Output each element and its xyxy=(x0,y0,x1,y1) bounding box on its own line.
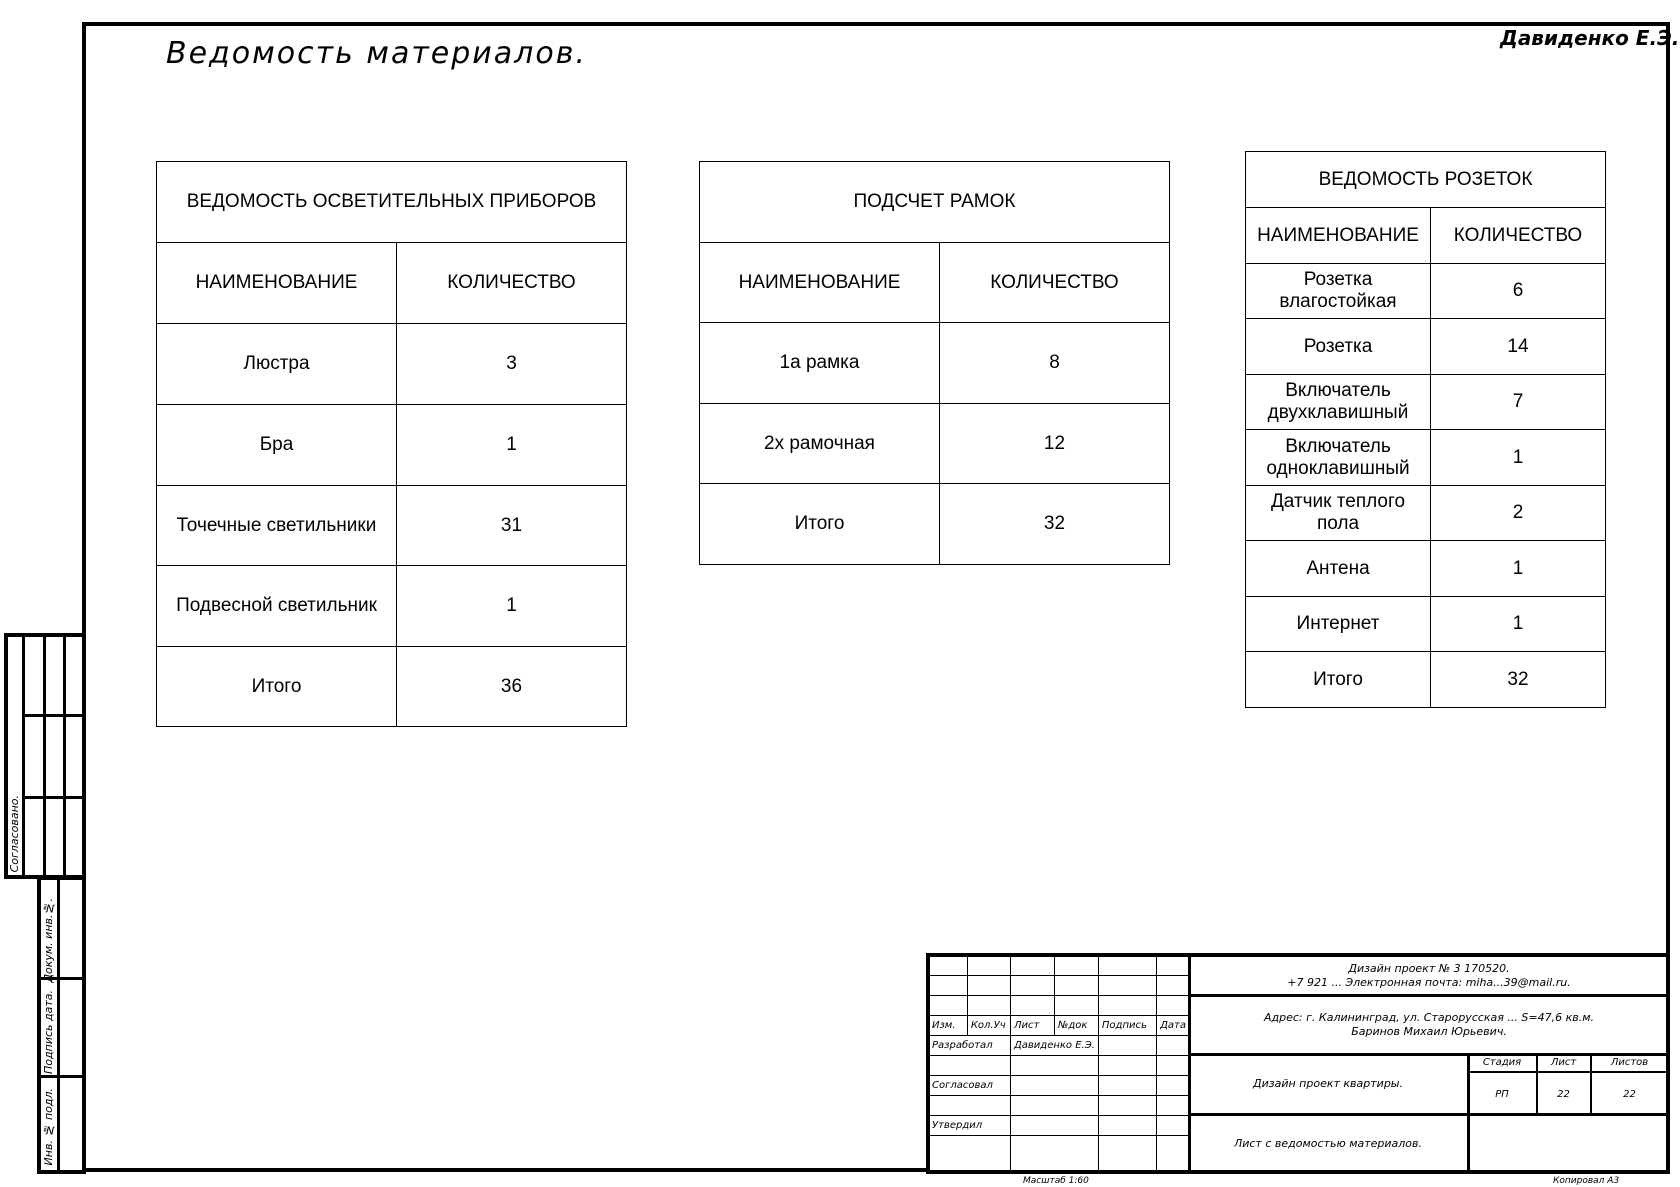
copied-label: Копировал А3 xyxy=(1553,1176,1620,1186)
name-line: Датчик теплого пола xyxy=(1270,491,1406,534)
name-line: одноклавишный xyxy=(1266,457,1410,479)
lighting-row-qty: 1 xyxy=(397,566,627,647)
col-data: Дата xyxy=(1157,1016,1190,1036)
stage-label: Стадия xyxy=(1482,1057,1522,1068)
lighting-col-qty: КОЛИЧЕСТВО xyxy=(397,243,627,324)
name-line: Включатель xyxy=(1285,435,1391,457)
sockets-col-qty: КОЛИЧЕСТВО xyxy=(1431,208,1606,264)
lighting-title: ВЕДОМОСТЬ ОСВЕТИТЕЛЬНЫХ ПРИБОРОВ xyxy=(157,162,627,243)
table-row xyxy=(1246,597,1606,652)
col-ndok: №док xyxy=(1054,1016,1098,1036)
frames-row-name: Итого xyxy=(700,484,940,565)
stage-value: РП xyxy=(1495,1089,1509,1100)
sheet-label: Лист xyxy=(1550,1057,1577,1068)
sockets-row-name xyxy=(1246,319,1431,375)
frames-table xyxy=(699,161,1170,565)
address-info xyxy=(1192,1011,1666,1040)
sockets-row-qty: 14 xyxy=(1431,319,1606,375)
strip-divider xyxy=(63,633,66,879)
strip-divider xyxy=(57,876,60,1174)
sockets-row-name xyxy=(1246,597,1431,652)
approved-label: Утвердил xyxy=(929,1116,1011,1136)
sockets-row-qty: 7 xyxy=(1431,375,1606,430)
name-line: Итого xyxy=(1313,668,1363,690)
sheet-value: 22 xyxy=(1557,1089,1570,1100)
table-row xyxy=(157,405,627,486)
strip-divider xyxy=(43,633,46,879)
sockets-row-qty: 1 xyxy=(1431,541,1606,597)
lighting-row-qty: 1 xyxy=(397,405,627,486)
tb-vertical-divider xyxy=(1188,955,1191,1172)
frames-row-name: 1а рамка xyxy=(700,323,940,404)
table-row xyxy=(1246,264,1606,319)
revisions-grid xyxy=(928,955,1190,1172)
agreed-row-label: Согласовал xyxy=(929,1076,1011,1096)
project-line: Дизайн проект № 3 170520. xyxy=(1348,962,1510,975)
tb-divider xyxy=(1188,994,1668,997)
author-name: Давиденко Е.Э. xyxy=(1500,26,1680,50)
lighting-table xyxy=(156,161,627,727)
col-izm: Изм. xyxy=(929,1016,968,1036)
frames-col-qty: КОЛИЧЕСТВО xyxy=(940,243,1170,323)
sockets-row-qty: 1 xyxy=(1431,597,1606,652)
lighting-row-name: Бра xyxy=(157,405,397,486)
name-line: Розетка xyxy=(1303,269,1373,291)
project-info xyxy=(1192,962,1666,991)
tb-divider xyxy=(1188,1113,1668,1116)
sockets-row-qty: 6 xyxy=(1431,264,1606,319)
sockets-title: ВЕДОМОСТЬ РОЗЕТОК xyxy=(1246,152,1606,208)
sheets-label: Листов xyxy=(1610,1057,1649,1068)
sockets-row-name xyxy=(1246,541,1431,597)
doc-inv-label: Докум. инв.№. xyxy=(42,898,55,983)
name-line: Интернет xyxy=(1296,613,1380,635)
sockets-row-qty: 1 xyxy=(1431,430,1606,486)
contact-line: +7 921 ... Электронная почта: miha...39@mail.ru. xyxy=(1287,976,1571,990)
col-podpis: Подпись xyxy=(1098,1016,1156,1036)
title-block-header-row xyxy=(929,1016,1190,1036)
table-row xyxy=(1246,319,1606,375)
sockets-row-name xyxy=(1246,264,1431,319)
table-row xyxy=(157,566,627,647)
sheet-name: Лист с ведомостью материалов. xyxy=(1233,1137,1423,1150)
frames-col-name: НАИМЕНОВАНИЕ xyxy=(700,243,940,323)
frames-row-name: 2х рамочная xyxy=(700,404,940,484)
sheets-value: 22 xyxy=(1623,1089,1636,1100)
frames-title: ПОДСЧЕТ РАМОК xyxy=(700,162,1170,243)
table-row xyxy=(1246,375,1606,430)
scale-label: Масштаб 1:60 xyxy=(1023,1176,1089,1186)
table-row xyxy=(700,323,1170,404)
lighting-row-name: Итого xyxy=(157,647,397,727)
frames-row-qty: 12 xyxy=(940,404,1170,484)
strip-divider xyxy=(37,1075,85,1078)
sheet-title: Ведомость материалов. xyxy=(166,36,587,71)
agreed-label: Согласовано. xyxy=(8,795,21,873)
sockets-row-name xyxy=(1246,430,1431,486)
col-list: Лист xyxy=(1010,1016,1054,1036)
object-name: Дизайн проект квартиры. xyxy=(1253,1077,1403,1090)
sockets-row-name xyxy=(1246,652,1431,708)
lighting-row-qty: 36 xyxy=(397,647,627,727)
col-kol-uch: Кол.Уч xyxy=(967,1016,1010,1036)
table-row xyxy=(157,647,627,727)
strip-divider xyxy=(22,796,84,799)
frames-row-qty: 32 xyxy=(940,484,1170,565)
table-row xyxy=(700,484,1170,565)
name-line: двухклавишный xyxy=(1267,402,1409,423)
strip-divider xyxy=(22,633,25,879)
sockets-row-qty: 32 xyxy=(1431,652,1606,708)
inv-orig-label: Инв. № подл. xyxy=(42,1088,55,1166)
sockets-row-qty: 2 xyxy=(1431,486,1606,541)
name-line: Антена xyxy=(1306,557,1370,579)
lighting-row-name: Подвесной светильник xyxy=(157,566,397,647)
table-row xyxy=(1246,541,1606,597)
table-row xyxy=(1246,430,1606,486)
sockets-col-name: НАИМЕНОВАНИЕ xyxy=(1246,208,1431,264)
sockets-table xyxy=(1245,151,1606,708)
table-row xyxy=(157,486,627,566)
lighting-row-name: Точечные светильники xyxy=(157,486,397,566)
table-row xyxy=(1246,652,1606,708)
developed-label: Разработал xyxy=(929,1036,1011,1056)
lighting-row-qty: 31 xyxy=(397,486,627,566)
developed-name: Давиденко Е.Э. xyxy=(1010,1036,1098,1056)
table-row xyxy=(157,324,627,405)
sockets-row-name xyxy=(1246,486,1431,541)
name-line: Включатель xyxy=(1285,380,1391,402)
name-line: Розетка xyxy=(1303,335,1373,357)
sockets-row-name xyxy=(1246,375,1431,430)
lighting-row-name: Люстра xyxy=(157,324,397,405)
strip-divider xyxy=(22,714,84,717)
table-row xyxy=(700,404,1170,484)
sign-date-label: Подпись дата. xyxy=(42,990,55,1074)
table-row xyxy=(1246,486,1606,541)
lighting-col-name: НАИМЕНОВАНИЕ xyxy=(157,243,397,324)
name-line: влагостойкая xyxy=(1279,291,1397,312)
client-line: Баринов Михаил Юрьевич. xyxy=(1351,1025,1507,1039)
frames-row-qty: 8 xyxy=(940,323,1170,404)
tb-divider xyxy=(1467,1071,1668,1073)
lighting-row-qty: 3 xyxy=(397,324,627,405)
address-line: Адрес: г. Калининград, ул. Старорусская ... S=47,6 кв.м. xyxy=(1263,1011,1595,1024)
